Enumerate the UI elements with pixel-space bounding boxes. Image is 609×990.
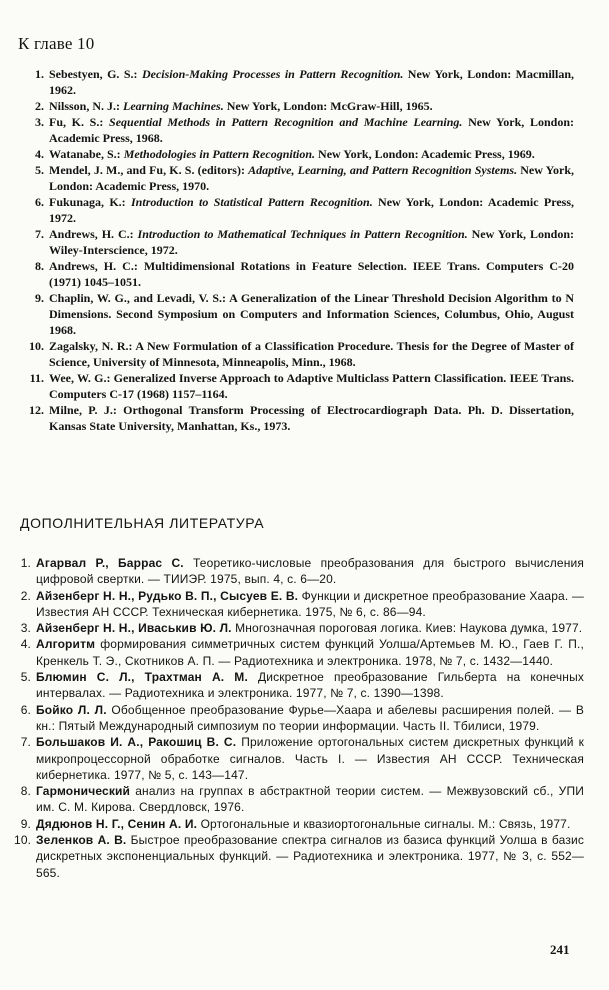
reference-authors: Nilsson, N. J.: bbox=[49, 99, 124, 113]
reference-details: New York, London: Academic Press, 1968. bbox=[49, 115, 574, 145]
reference-details: New York, London: Academic Press, 1969. bbox=[315, 147, 535, 161]
reference-number: 5. bbox=[35, 163, 44, 177]
page-number: 241 bbox=[550, 942, 570, 957]
reference-title: Decision-Making Processes in Pattern Recognition. bbox=[141, 67, 404, 81]
additional-reference-item bbox=[14, 588, 584, 621]
reference-title: Adaptive, Learning, and Pattern Recognition Systems. bbox=[248, 163, 518, 177]
reference-list bbox=[22, 66, 574, 434]
reference-details: New York, London: Academic Press, 1970. bbox=[49, 163, 574, 193]
reference-number: 10. bbox=[29, 339, 44, 353]
reference-item bbox=[22, 98, 574, 114]
additional-reference-authors: Большаков И. А., Ракошиц В. С. bbox=[36, 735, 237, 750]
reference-item bbox=[22, 370, 574, 402]
reference-number: 9. bbox=[35, 291, 44, 305]
additional-literature-heading: ДОПОЛНИТЕЛЬНАЯ ЛИТЕРАТУРА bbox=[20, 515, 265, 531]
reference-title: Sequential Methods in Pattern Recognition and Machine Learning. bbox=[109, 115, 463, 129]
additional-reference-authors: Айзенберг Н. Н., Рудько В. П., Сысуев Е. В. bbox=[36, 588, 299, 603]
additional-reference-number: 2. bbox=[20, 588, 31, 603]
additional-reference-number: 4. bbox=[20, 637, 31, 652]
reference-item bbox=[22, 226, 574, 258]
additional-reference-details: Приложение ортогональных систем дискретных функций к микропроцессорной обработке сигналов. Часть I. — Известия АН СССР. Техническая кибернетика. 1977, № 5, с. 143—147. bbox=[36, 735, 584, 782]
reference-item bbox=[22, 114, 574, 146]
additional-reference-authors: Алгоритм bbox=[36, 637, 96, 652]
additional-reference-number: 7. bbox=[20, 735, 31, 750]
additional-reference-number: 3. bbox=[20, 621, 31, 636]
reference-item bbox=[22, 162, 574, 194]
reference-item bbox=[22, 338, 574, 370]
reference-details: A Generalization of the Linear Threshold Decision Algorithm to N Dimensions. Second Symposium on Computers and Information Sciences, Columbus, Ohio, August 1968. bbox=[49, 291, 574, 337]
reference-item bbox=[22, 290, 574, 338]
additional-reference-authors: Гармонический bbox=[36, 784, 131, 799]
reference-item bbox=[22, 258, 574, 290]
additional-reference-details: анализ на группах в абстрактной теории систем. — Межвузовский сб., УПИ им. С. М. Кирова. Свердловск, 1976. bbox=[36, 784, 584, 815]
reference-authors: Wee, W. G.: bbox=[49, 371, 114, 385]
additional-reference-item bbox=[14, 734, 584, 783]
reference-item bbox=[22, 146, 574, 162]
reference-authors: Zagalsky, N. R.: bbox=[49, 339, 136, 353]
reference-authors: Andrews, H. C.: bbox=[49, 227, 138, 241]
reference-details: New York, London: Academic Press, 1972. bbox=[49, 195, 574, 225]
additional-reference-number: 6. bbox=[20, 702, 31, 717]
reference-number: 7. bbox=[35, 227, 44, 241]
reference-authors: Watanabe, S.: bbox=[49, 147, 124, 161]
reference-title: Methodologies in Pattern Recognition. bbox=[123, 147, 316, 161]
reference-authors: Mendel, J. M., and Fu, K. S. (editors): bbox=[49, 163, 249, 177]
additional-reference-details: Дискретное преобразование Гильберта на конечных интервалах. — Радиотехника и электроника. 1977, № 7, с. 1390—1398. bbox=[36, 670, 585, 701]
additional-reference-item bbox=[14, 783, 584, 816]
reference-number: 1. bbox=[35, 67, 44, 81]
additional-reference-number: 1. bbox=[20, 556, 31, 570]
reference-number: 2. bbox=[35, 99, 44, 113]
additional-reference-details: Функции и дискретное преобразование Хаара. — Известия АН СССР. Техническая кибернетика. 1975, № 6, с. 86—94. bbox=[36, 588, 584, 619]
reference-number: 8. bbox=[35, 259, 44, 273]
additional-reference-item bbox=[14, 832, 584, 881]
reference-item bbox=[22, 402, 574, 434]
reference-item bbox=[22, 66, 574, 98]
reference-number: 11. bbox=[29, 371, 44, 385]
reference-details: New York, London: Macmillan, 1962. bbox=[49, 67, 574, 97]
additional-reference-authors: Блюмин С. Л., Трахтман А. М. bbox=[36, 670, 248, 685]
additional-reference-authors: Агарвал Р., Баррас С. bbox=[36, 556, 184, 570]
reference-details: New York, London: Wiley-Interscience, 1972. bbox=[49, 227, 575, 257]
additional-reference-details: Ортогональные и квазиортогональные сигналы. М.: Связь, 1977. bbox=[197, 816, 571, 831]
additional-reference-details: Теоретико-числовые преобразования для быстрого вычисления цифровой свертки. — ТИИЭР. 1975, вып. 4, с. 6—20. bbox=[36, 556, 585, 587]
additional-reference-list bbox=[14, 555, 584, 881]
chapter-heading: К главе 10 bbox=[18, 34, 95, 53]
additional-reference-number: 5. bbox=[20, 670, 31, 685]
reference-authors: Chaplin, W. G., and Levadi, V. S.: bbox=[49, 291, 230, 305]
additional-reference-item bbox=[14, 669, 584, 702]
additional-reference-item bbox=[14, 620, 584, 636]
additional-reference-number: 9. bbox=[20, 816, 31, 831]
additional-reference-number: 10. bbox=[14, 833, 32, 848]
reference-details: Orthogonal Transform Processing of Electrocardiograph Data. Ph. D. Dissertation, Kansas State University, Manhattan, Ks., 1973. bbox=[49, 403, 574, 433]
additional-reference-item bbox=[14, 816, 584, 832]
additional-reference-authors: Айзенберг Н. Н., Иваськив Ю. Л. bbox=[36, 621, 232, 636]
reference-details: A New Formulation of a Classification Procedure. Thesis for the Degree of Master of Science, University of Minnesota, Minneapolis, Minn., 1968. bbox=[49, 339, 574, 369]
reference-number: 12. bbox=[29, 403, 44, 417]
reference-title: Learning Machines. bbox=[123, 99, 224, 113]
reference-number: 6. bbox=[35, 195, 44, 209]
reference-authors: Sebestyen, G. S.: bbox=[49, 67, 142, 81]
additional-reference-details: Обобщенное преобразование Фурье—Хаара и абелевы расширения полей. — В кн.: Пятый Международный симпозиум по теории информации. Часть II. Тбилиси, 1979. bbox=[36, 702, 584, 733]
additional-reference-authors: Бойко Л. Л. bbox=[36, 702, 107, 717]
reference-details: New York, London: McGraw-Hill, 1965. bbox=[223, 99, 433, 113]
reference-details: Multidimensional Rotations in Feature Selection. IEEE Trans. Computers C-20 (1971) 1045–1051. bbox=[49, 259, 575, 289]
additional-reference-details: Многозначная пороговая логика. Киев: Наукова думка, 1977. bbox=[231, 621, 583, 636]
additional-reference-item bbox=[14, 702, 584, 735]
reference-details: Generalized Inverse Approach to Adaptive Multiclass Pattern Classification. IEEE Trans. Computers C-17 (1968) 1157–1164. bbox=[49, 371, 574, 401]
additional-reference-authors: Дядюнов Н. Г., Сенин А. И. bbox=[36, 816, 198, 831]
reference-authors: Andrews, H. C.: bbox=[49, 259, 144, 273]
reference-number: 3. bbox=[35, 115, 44, 129]
additional-reference-details: Быстрое преобразование спектра сигналов из базиса функций Уолша в базис дискретных экспоненциальных функций. — Радиотехника и электроника. 1977, № 3, с. 552—565. bbox=[36, 833, 584, 880]
additional-reference-details: формирования симметричных систем функций Уолша/Артемьев М. Ю., Гаев Г. П., Кренкель Т. Э., Скотников А. П. — Радиотехника и электроника. 1978, № 7, с. 1432—1440. bbox=[36, 637, 584, 668]
reference-title: Introduction to Statistical Pattern Recognition. bbox=[131, 195, 373, 209]
additional-reference-authors: Зеленков А. В. bbox=[36, 833, 127, 848]
additional-reference-item bbox=[14, 636, 584, 669]
reference-title: Introduction to Mathematical Techniques in Pattern Recognition. bbox=[137, 227, 468, 241]
additional-reference-number: 8. bbox=[20, 784, 31, 799]
reference-item bbox=[22, 194, 574, 226]
reference-number: 4. bbox=[35, 147, 44, 161]
reference-authors: Fu, K. S.: bbox=[49, 115, 110, 129]
additional-reference-item bbox=[14, 555, 584, 588]
reference-authors: Milne, P. J.: bbox=[49, 403, 124, 417]
reference-authors: Fukunaga, K.: bbox=[49, 195, 132, 209]
